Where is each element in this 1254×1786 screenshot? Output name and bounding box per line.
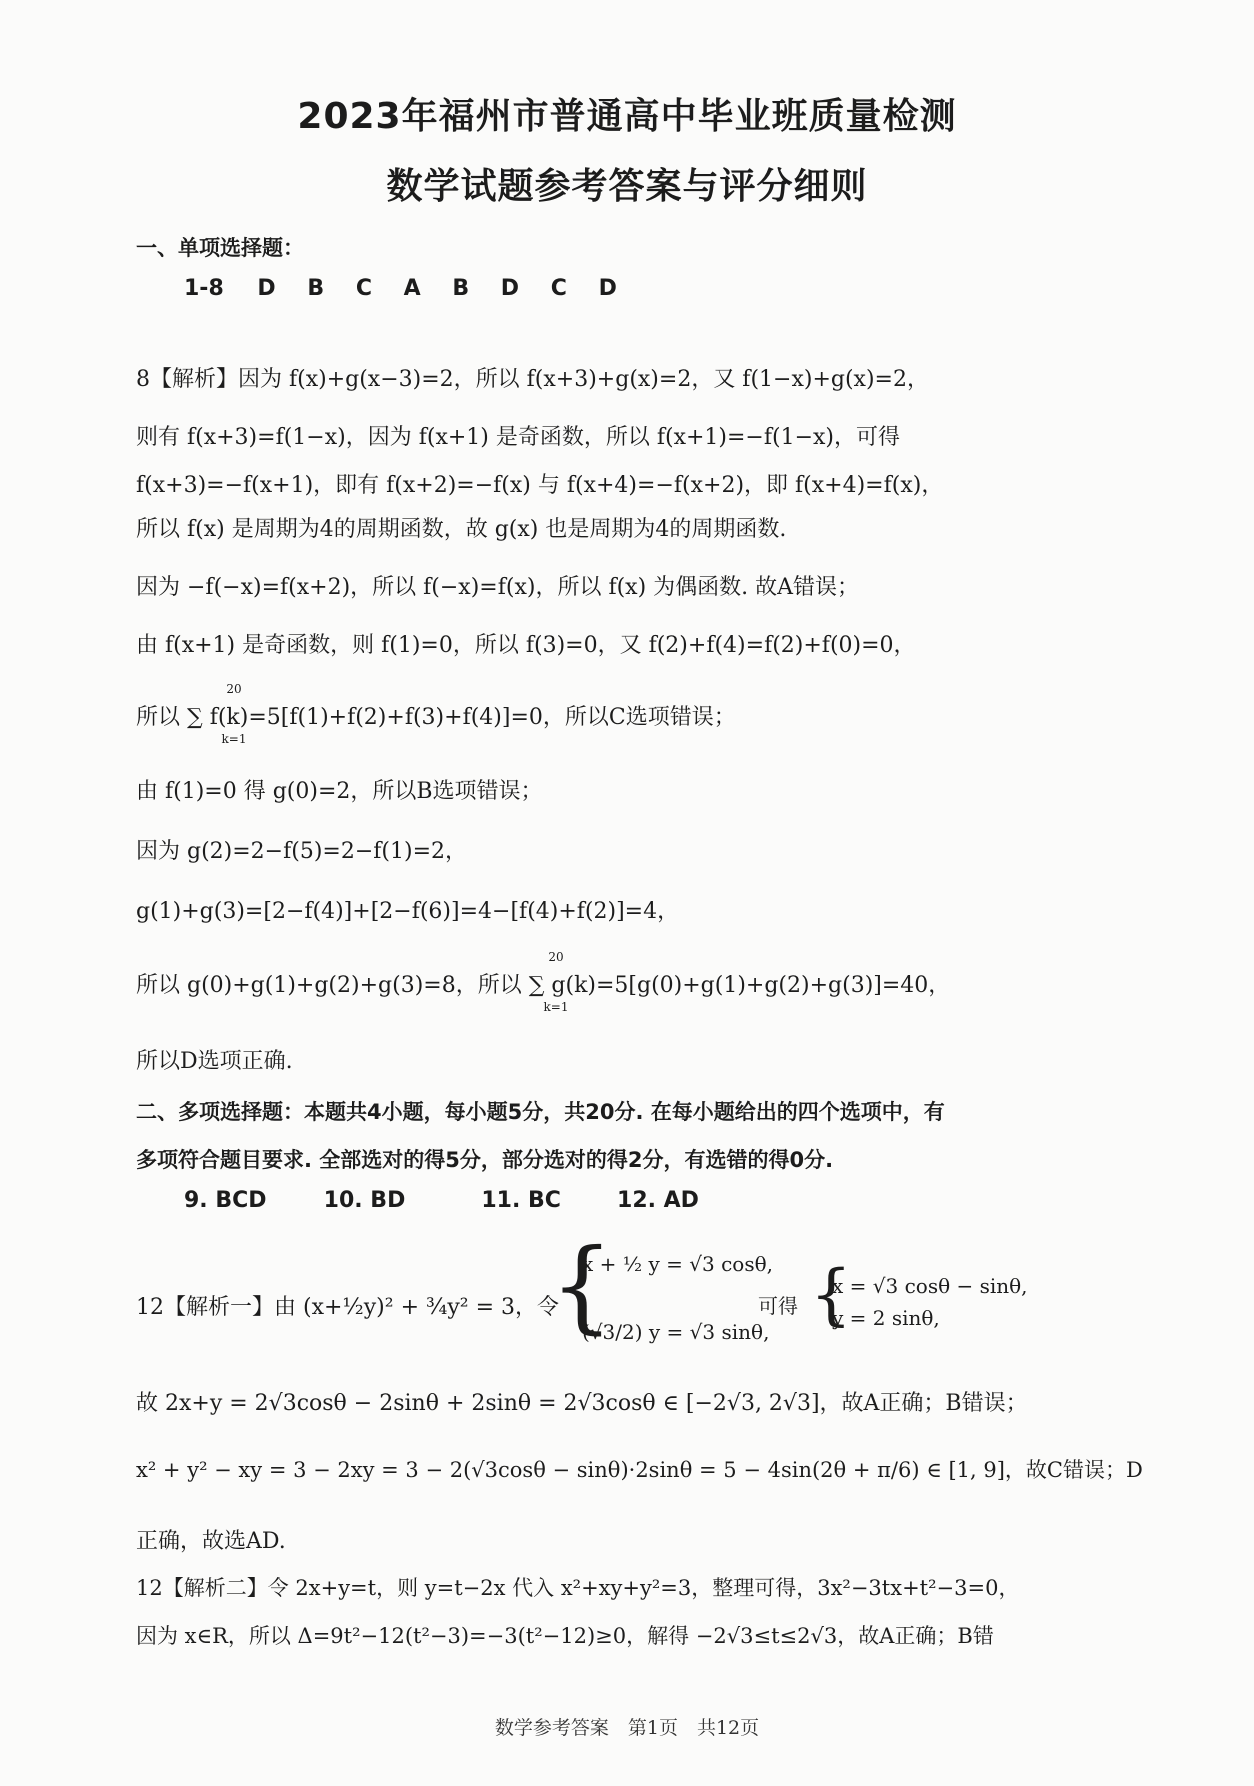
sum-upper-limit-1: 20 (226, 682, 242, 696)
answer-2: B (307, 276, 325, 301)
system-connector: 可得 (758, 1294, 798, 1318)
sum-lower-limit-2: k=1 (543, 1000, 569, 1014)
q8-line-9: 因为 g(2)=2−f(5)=2−f(1)=2， (136, 839, 468, 864)
section2-heading-2: 多项符合题目要求. 全部选对的得5分，部分选对的得2分，有选错的得0分. (136, 1148, 834, 1172)
q8-line-12: 所以D选项正确. (136, 1049, 293, 1074)
q8-line-3: f(x+3)=−f(x+1)，即有 f(x+2)=−f(x) 与 f(x+4)=−f(x+2)，即 f(x+4)=f(x)， (136, 473, 944, 498)
q8-line-10: g(1)+g(3)=[2−f(4)]+[2−f(6)]=4−[f(4)+f(2)]=4， (136, 899, 680, 924)
q12-sol2-line-1: 12【解析二】令 2x+y=t，则 y=t−2x 代入 x²+xy+y²=3，整理可得，3x²−3tx+t²−3=0， (136, 1576, 1020, 1600)
answer-8: D (598, 276, 617, 301)
q12-line-c: 正确，故选AD. (136, 1529, 286, 1554)
sum-lower-limit-1: k=1 (221, 732, 247, 746)
q8-line-11: 所以 g(0)+g(1)+g(2)+g(3)=8，所以 ∑ g(k)=5[g(0)+g(1)+g(2)+g(3)]=40， (136, 973, 951, 998)
exam-title: 2023年福州市普通高中毕业班质量检测 (297, 96, 957, 137)
system2-eq2: y = 2 sinθ, (832, 1306, 940, 1330)
q12-sol1-intro (136, 1290, 559, 1321)
system2-eq1: x = √3 cosθ − sinθ, (832, 1274, 1028, 1298)
answer-10: 10. BD (323, 1188, 406, 1213)
answer-6: D (500, 276, 520, 301)
q12-sol1-label: 12【解析一】由 (136, 1295, 296, 1320)
answer-3: C (355, 276, 372, 301)
q8-line-6: 由 f(x+1) 是奇函数，则 f(1)=0，所以 f(3)=0，又 f(2)+f(4)=f(2)+f(0)=0， (136, 633, 916, 658)
answer-key-subtitle: 数学试题参考答案与评分细则 (386, 166, 868, 207)
answer-11: 11. BC (481, 1188, 561, 1213)
section2-answers (184, 1188, 699, 1213)
system1-eq2: (√3/2) y = √3 sinθ, (582, 1320, 770, 1344)
system1-eq1: x + ½ y = √3 cosθ, (582, 1252, 773, 1276)
sum-upper-limit-2: 20 (548, 950, 564, 964)
answer-4: A (403, 276, 421, 301)
q12-line-a: 故 2x+y = 2√3cosθ − 2sinθ + 2sinθ = 2√3cosθ ∈ [−2√3, 2√3]，故A正确；B错误； (136, 1391, 1028, 1416)
q12-line-b: x² + y² − xy = 3 − 2xy = 3 − 2(√3cosθ − sinθ)·2sinθ = 5 − 4sin(2θ + π/6) ∈ [1, 9]，故C错误；D (136, 1458, 1143, 1482)
q8-line-7: 所以 ∑ f(k)=5[f(1)+f(2)+f(3)+f(4)]=0，所以C选项错误； (136, 705, 736, 730)
answer-1: D (257, 276, 276, 301)
section1-answers (184, 276, 617, 301)
left-brace-1: { (550, 1227, 614, 1344)
q8-line-2: 则有 f(x+3)=f(1−x)，因为 f(x+1) 是奇函数，所以 f(x+1)=−f(1−x)，可得 (136, 425, 901, 450)
answer-7: C (550, 276, 567, 301)
section1-heading: 一、单项选择题： (136, 236, 304, 260)
section2-heading-1: 二、多项选择题：本题共4小题，每小题5分，共20分. 在每小题给出的四个选项中，有 (136, 1100, 945, 1124)
answer-9: 9. BCD (184, 1188, 267, 1213)
q8-line-1: 8【解析】因为 f(x)+g(x−3)=2，所以 f(x+3)+g(x)=2，又 f(1−x)+g(x)=2， (136, 367, 929, 392)
q12-sol2-line-2: 因为 x∈R，所以 Δ=9t²−12(t²−3)=−3(t²−12)≥0，解得 −2√3≤t≤2√3，故A正确；B错 (136, 1624, 994, 1648)
answer-12: 12. AD (617, 1188, 699, 1213)
answer-5: B (452, 276, 470, 301)
q8-line-4: 所以 f(x) 是周期为4的周期函数，故 g(x) 也是周期为4的周期函数. (136, 517, 787, 542)
q8-line-8: 由 f(1)=0 得 g(0)=2，所以B选项错误； (136, 779, 543, 804)
q12-sol1-expression: (x+½y)² + ¾y² = 3，令 (303, 1295, 559, 1320)
left-brace-2: { (810, 1256, 852, 1333)
answer-range: 1-8 (184, 276, 224, 301)
page-footer: 数学参考答案 第1页 共12页 (494, 1717, 760, 1739)
q8-line-5: 因为 −f(−x)=f(x+2)，所以 f(−x)=f(x)，所以 f(x) 为偶函数. 故A错误； (136, 575, 860, 600)
